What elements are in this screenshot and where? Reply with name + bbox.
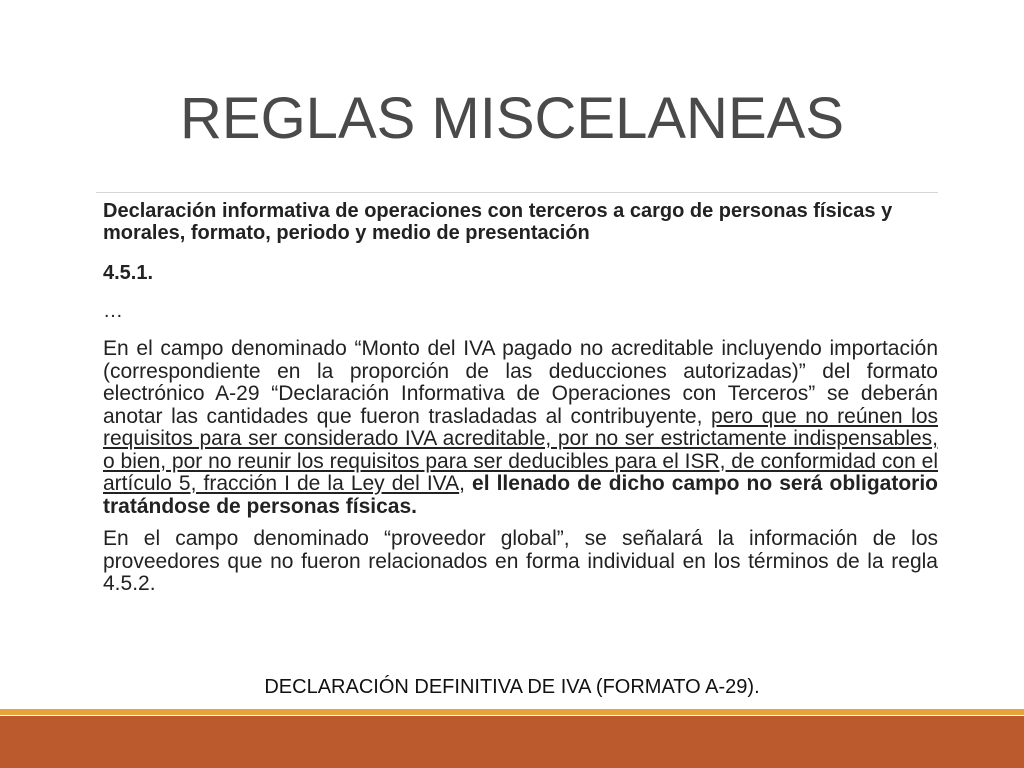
underlined-text: pero que no reúnen los requisitos para ser considerado IVA acreditable, por no ser estrictamente indispensables, o bien, por no reunir los requisitos para ser deducibles para el ISR, de conformidad con el artículo 5, fracción I de la Ley del IVA: [103, 404, 938, 495]
rule-heading: Declaración informativa de operaciones con terceros a cargo de personas físicas y morales, formato, periodo y medio de presentación: [103, 200, 893, 244]
paragraph-iva-field: [103, 338, 938, 518]
bold-text: el llenado de dicho campo no será obligatorio tratándose de personas físicas.: [103, 472, 939, 518]
accent-thin-band: [0, 709, 1024, 715]
slide-title: REGLAS MISCELANEAS: [180, 86, 844, 151]
paragraph-global-supplier: En el campo denominado “proveedor global”, se señalará la información de los proveedores que no fueron relacionados en forma individual en los términos de la regla 4.5.2.: [103, 527, 938, 595]
paragraph-intro: En el campo denominado “Monto del IVA pagado no acreditable incluyendo importación (correspondiente en la proporción de las deducciones autorizadas)” del formato electrónico A-29 “Declaración Informativa de Operaciones con Terceros” se deberán anotar las cantidades que fueron trasladadas al contribuyente,: [103, 337, 938, 428]
title-divider: [96, 192, 938, 193]
separator: ,: [459, 472, 473, 495]
ellipsis: …: [103, 300, 123, 322]
accent-band: [0, 716, 1024, 768]
footer-caption: DECLARACIÓN DEFINITIVA DE IVA (FORMATO A-29).: [264, 676, 760, 698]
slide-body: [103, 200, 938, 606]
rule-number: 4.5.1.: [103, 262, 154, 284]
